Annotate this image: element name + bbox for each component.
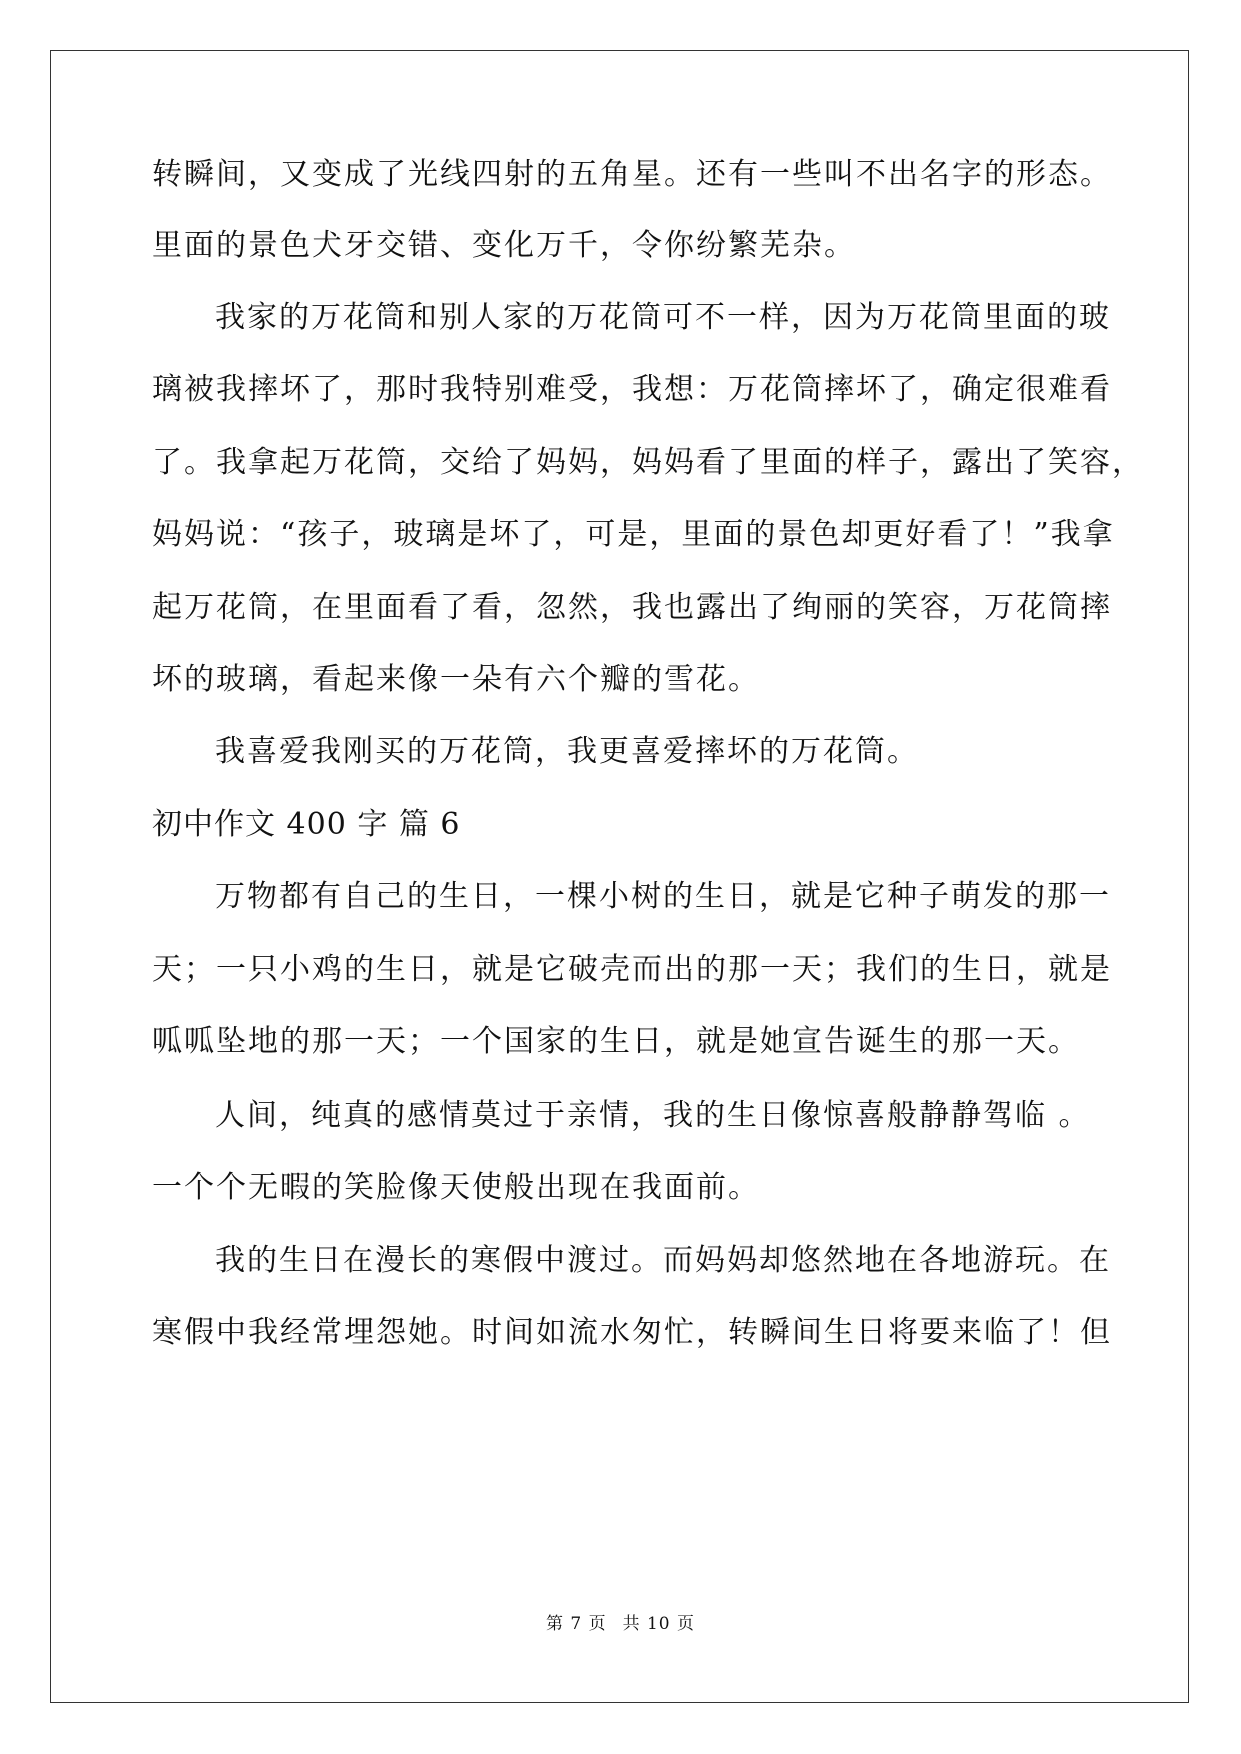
paragraph-line: 里面的景色犬牙交错、变化万千，令你纷繁芜杂。 [152,228,856,263]
paragraph-line: 我喜爱我刚买的万花筒，我更喜爱摔坏的万花筒。 [215,734,919,769]
paragraph-line: 了。我拿起万花筒，交给了妈妈，妈妈看了里面的样子，露出了笑容， [152,445,1144,480]
paragraph-line: 转瞬间，又变成了光线四射的五角星。还有一些叫不出名字的形态。 [152,157,1112,192]
paragraph-line: 寒假中我经常埋怨她。时间如流水匆忙，转瞬间生日将要来临了！但 [152,1315,1112,1350]
paragraph-line: 我家的万花筒和别人家的万花筒可不一样，因为万花筒里面的玻 [215,300,1111,335]
paragraph-line: 呱呱坠地的那一天；一个国家的生日，就是她宣告诞生的那一天。 [152,1024,1080,1059]
paragraph-line: 天；一只小鸡的生日，就是它破壳而出的那一天；我们的生日，就是 [152,952,1112,987]
paragraph-line: 坏的玻璃，看起来像一朵有六个瓣的雪花。 [152,662,760,697]
paragraph-line: 一个个无暇的笑脸像天使般出现在我面前。 [152,1170,760,1205]
paragraph-line: 起万花筒，在里面看了看，忽然，我也露出了绚丽的笑容，万花筒摔 [152,590,1112,625]
page-footer [0,1612,1241,1636]
page-number: 第 7 页 [545,1614,607,1634]
paragraph-line: 我的生日在漫长的寒假中渡过。而妈妈却悠然地在各地游玩。在 [215,1243,1111,1278]
paragraph-line: 人间，纯真的感情莫过于亲情，我的生日像惊喜般静静驾临 。 [215,1098,1091,1133]
section-heading: 初中作文 400 字 篇 6 [152,807,461,842]
paragraph-line: 璃被我摔坏了，那时我特别难受，我想：万花筒摔坏了，确定很难看 [152,372,1112,407]
page-total: 共 10 页 [622,1614,696,1634]
paragraph-line: 妈妈说：“孩子，玻璃是坏了，可是，里面的景色却更好看了！”我拿 [152,517,1115,552]
paragraph-line: 万物都有自己的生日，一棵小树的生日，就是它种子萌发的那一 [215,879,1111,914]
